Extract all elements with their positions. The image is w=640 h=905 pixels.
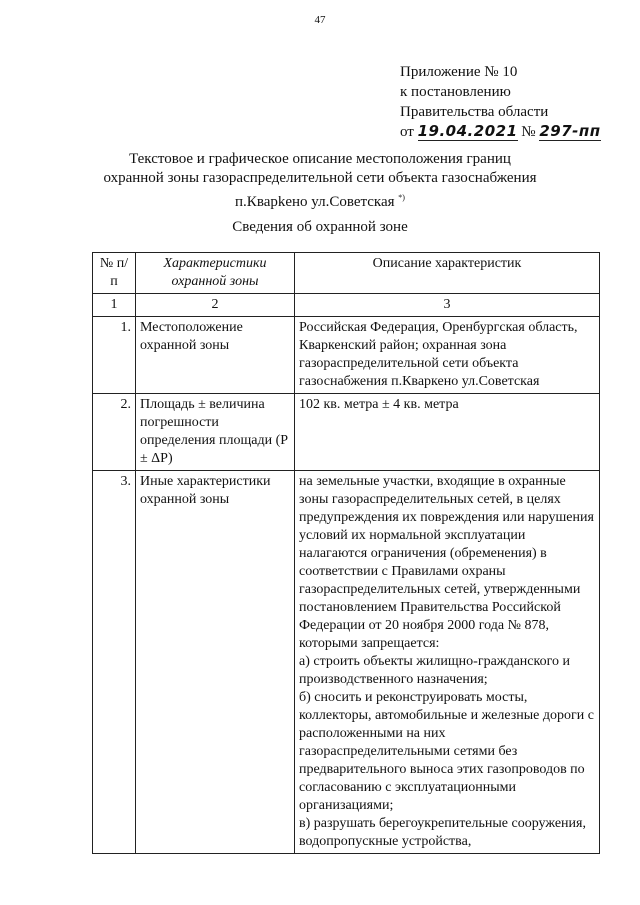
appendix-government-line: Правительства области xyxy=(400,104,549,120)
header-characteristic: Характеристики охранной зоны xyxy=(136,253,295,294)
appendix-title: Приложение № 10 xyxy=(400,64,518,80)
table-row xyxy=(93,394,600,471)
appendix-resolution-line: к постановлению xyxy=(400,84,511,100)
document-title xyxy=(0,150,640,212)
title-line-2: охранной зоны газораспределительной сети объекта газоснабжения xyxy=(103,170,537,186)
appendix-block xyxy=(400,62,630,142)
row-number: 2. xyxy=(93,394,136,471)
header-number: № п/п xyxy=(93,253,136,294)
page-number: 47 xyxy=(314,14,326,26)
row-number: 3. xyxy=(93,471,136,854)
header-description: Описание характеристик xyxy=(295,253,600,294)
description-paragraph: а) строить объекты жилищно-гражданского и производственного назначения; xyxy=(299,654,570,687)
column-number-3: 3 xyxy=(295,294,600,317)
row-characteristic: Местоположение охранной зоны xyxy=(136,317,295,394)
column-number-2: 2 xyxy=(136,294,295,317)
table-row xyxy=(93,471,600,854)
appendix-date-line xyxy=(400,122,630,142)
handwritten-number: 297-пп xyxy=(539,122,601,140)
description-paragraph: в) разрушать берегоукрепительные сооружения, водопропускные устройства, xyxy=(299,816,586,849)
row-description: 102 кв. метра ± 4 кв. метра xyxy=(295,394,600,471)
column-number-1: 1 xyxy=(93,294,136,317)
row-characteristic: Площадь ± величина погрешности определения площади (P ± ΔP) xyxy=(136,394,295,471)
section-subtitle: Сведения об охранной зоне xyxy=(232,219,408,235)
description-paragraph: б) сносить и реконструировать мосты, коллекторы, автомобильные и железные дороги с расположенными на них газораспределительными сетями без предварительного выноса этих газопроводов по согласованию с эксплуатационными организациями; xyxy=(299,690,594,813)
footnote-mark: *) xyxy=(398,193,405,202)
date-prefix: от xyxy=(400,124,414,140)
handwritten-date: 19.04.2021 xyxy=(417,122,518,140)
protection-zone-table xyxy=(92,252,600,854)
number-prefix: № xyxy=(521,124,536,140)
table-header-row xyxy=(93,253,600,294)
column-number-row xyxy=(93,294,600,317)
description-paragraph: на земельные участки, входящие в охранные зоны газораспределительных сетей, в целях предупреждения их повреждения или нарушения условий их нормальной эксплуатации налагаются ограничения (обременения) в соответствии с Правилами охраны газораспределительных сетей, утвержденными постановлением Правительства Российской Федерации от 20 ноября 2000 года № 878, которыми запрещается: xyxy=(299,474,594,651)
title-line-3: п.Кварkено ул.Советская *) xyxy=(235,193,405,210)
row-description xyxy=(295,471,600,854)
row-characteristic: Иные характеристики охранной зоны xyxy=(136,471,295,854)
table-row xyxy=(93,317,600,394)
title-line-1: Текстовое и графическое описание местоположения границ xyxy=(129,151,511,167)
row-number: 1. xyxy=(93,317,136,394)
row-description: Российская Федерация, Оренбургская область, Кваркенский район; охранная зона газораспределительной сети объекта газоснабжения п.Кваркено ул.Советская xyxy=(295,317,600,394)
